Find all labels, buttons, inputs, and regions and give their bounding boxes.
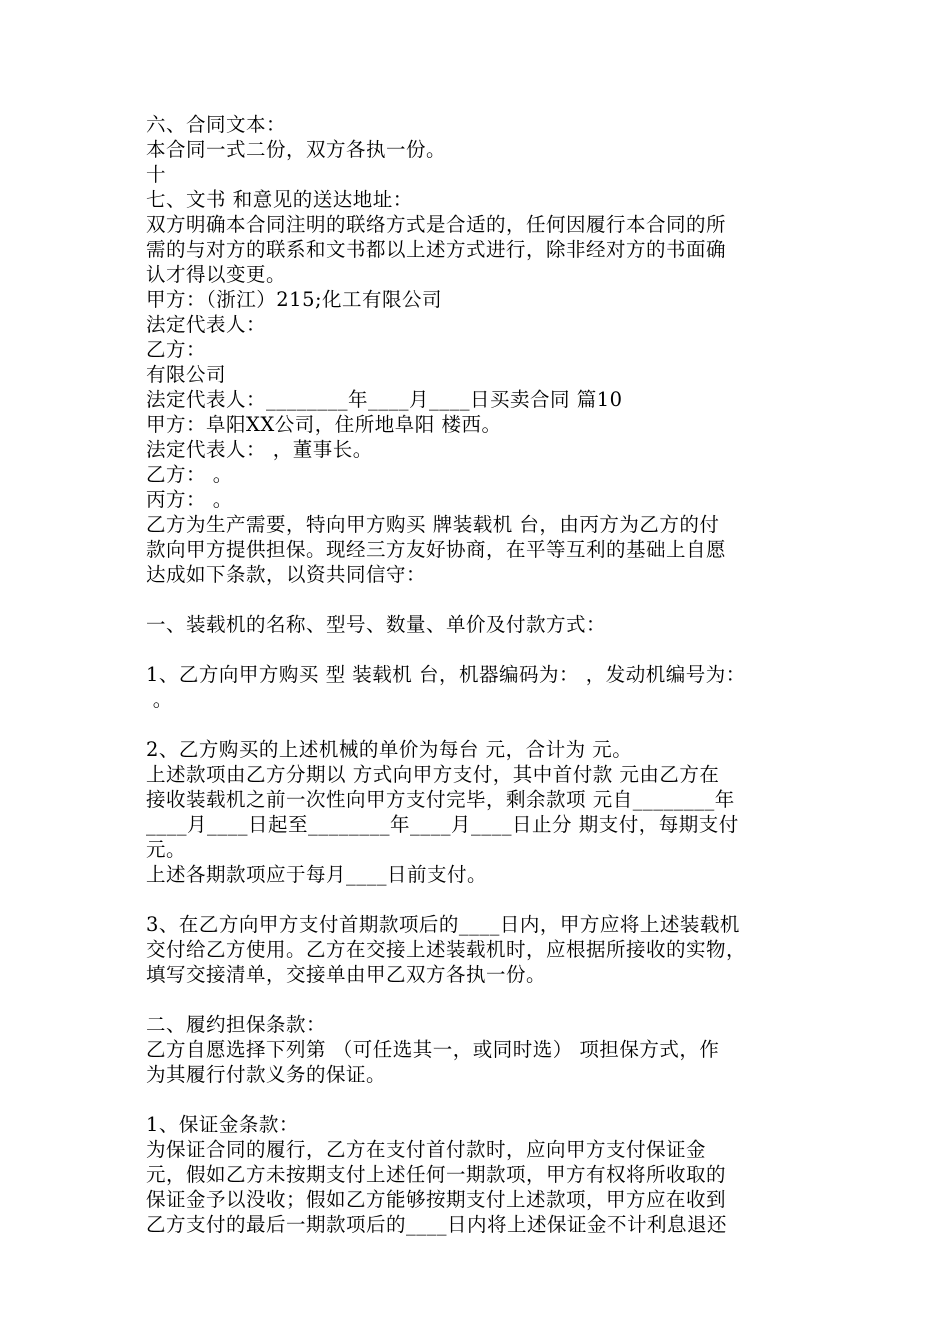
- text-line: 交付给乙方使用。乙方在交接上述装载机时，应根据所接收的实物，: [146, 938, 747, 961]
- text-line: 乙方自愿选择下列第 （可任选其一，或同时选） 项担保方式，作: [146, 1038, 720, 1061]
- text-line: 。: [146, 688, 173, 711]
- text-line: 元，假如乙方未按期支付上述任何一期款项，甲方有权将所收取的: [146, 1163, 727, 1186]
- text-line: 为保证合同的履行，乙方在支付首付款时，应向甲方支付保证金: [146, 1138, 707, 1161]
- text-line: 法定代表人： ，董事长。: [146, 438, 373, 461]
- text-line: 法定代表人：: [146, 313, 267, 336]
- text-line: 元。: [146, 838, 187, 861]
- text-line: 认才得以变更。: [146, 263, 287, 286]
- blank-line: [146, 887, 826, 912]
- text-line: 本合同一式二份，双方各执一份。: [146, 138, 447, 161]
- text-line: 七、文书 和意见的送达地址：: [146, 188, 413, 211]
- text-line: 十: [146, 163, 167, 186]
- blank-line: [146, 712, 826, 737]
- text-line: 甲方：（浙江）215;化工有限公司: [146, 288, 443, 311]
- blank-line: [146, 637, 826, 662]
- text-line: ____月____日起至________年____月____日止分 期支付，每期支付: [146, 813, 739, 836]
- text-line: 需的与对方的联系和文书都以上述方式进行，除非经对方的书面确: [146, 238, 727, 261]
- text-line: 达成如下条款，以资共同信守：: [146, 563, 427, 586]
- text-line: 丙方： 。: [146, 488, 233, 511]
- text-line: 填写交接清单，交接单由甲乙双方各执一份。: [146, 963, 547, 986]
- text-line: 甲方：阜阳XX公司，住所地阜阳 楼西。: [146, 413, 502, 436]
- text-line: 上述款项由乙方分期以 方式向甲方支付，其中首付款 元由乙方在: [146, 763, 720, 786]
- text-line: 双方明确本合同注明的联络方式是合适的，任何因履行本合同的所: [146, 213, 727, 236]
- document-body: [146, 112, 826, 1237]
- text-line: 二、履约担保条款：: [146, 1013, 327, 1036]
- text-line: 为其履行付款义务的保证。: [146, 1063, 387, 1086]
- text-line: 保证金予以没收；假如乙方能够按期支付上述款项，甲方应在收到: [146, 1188, 727, 1211]
- text-line: 法定代表人：________年____月____日买卖合同 篇10: [146, 388, 623, 411]
- blank-line: [146, 987, 826, 1012]
- text-line: 一、装载机的名称、型号、数量、单价及付款方式：: [146, 613, 607, 636]
- text-line: 1、保证金条款：: [146, 1113, 299, 1136]
- blank-line: [146, 587, 826, 612]
- text-line: 款向甲方提供担保。现经三方友好协商，在平等互利的基础上自愿: [146, 538, 727, 561]
- text-line: 六、合同文本：: [146, 113, 287, 136]
- text-line: 乙方：: [146, 338, 207, 361]
- text-line: 乙方： 。: [146, 463, 233, 486]
- text-line: 有限公司: [146, 363, 227, 386]
- text-line: 2、乙方购买的上述机械的单价为每台 元，合计为 元。: [146, 738, 633, 761]
- text-line: 上述各期款项应于每月____日前支付。: [146, 863, 488, 886]
- text-line: 3、在乙方向甲方支付首期款项后的____日内，甲方应将上述装载机: [146, 913, 740, 936]
- text-line: 接收装载机之前一次性向甲方支付完毕，剩余款项 元自________年: [146, 788, 735, 811]
- text-line: 乙方为生产需要，特向甲方购买 牌装载机 台，由丙方为乙方的付: [146, 513, 720, 536]
- text-line: 乙方支付的最后一期款项后的____日内将上述保证金不计利息退还: [146, 1213, 728, 1236]
- text-line: 1、乙方向甲方购买 型 装载机 台，机器编码为： ，发动机编号为：: [146, 663, 746, 686]
- blank-line: [146, 1087, 826, 1112]
